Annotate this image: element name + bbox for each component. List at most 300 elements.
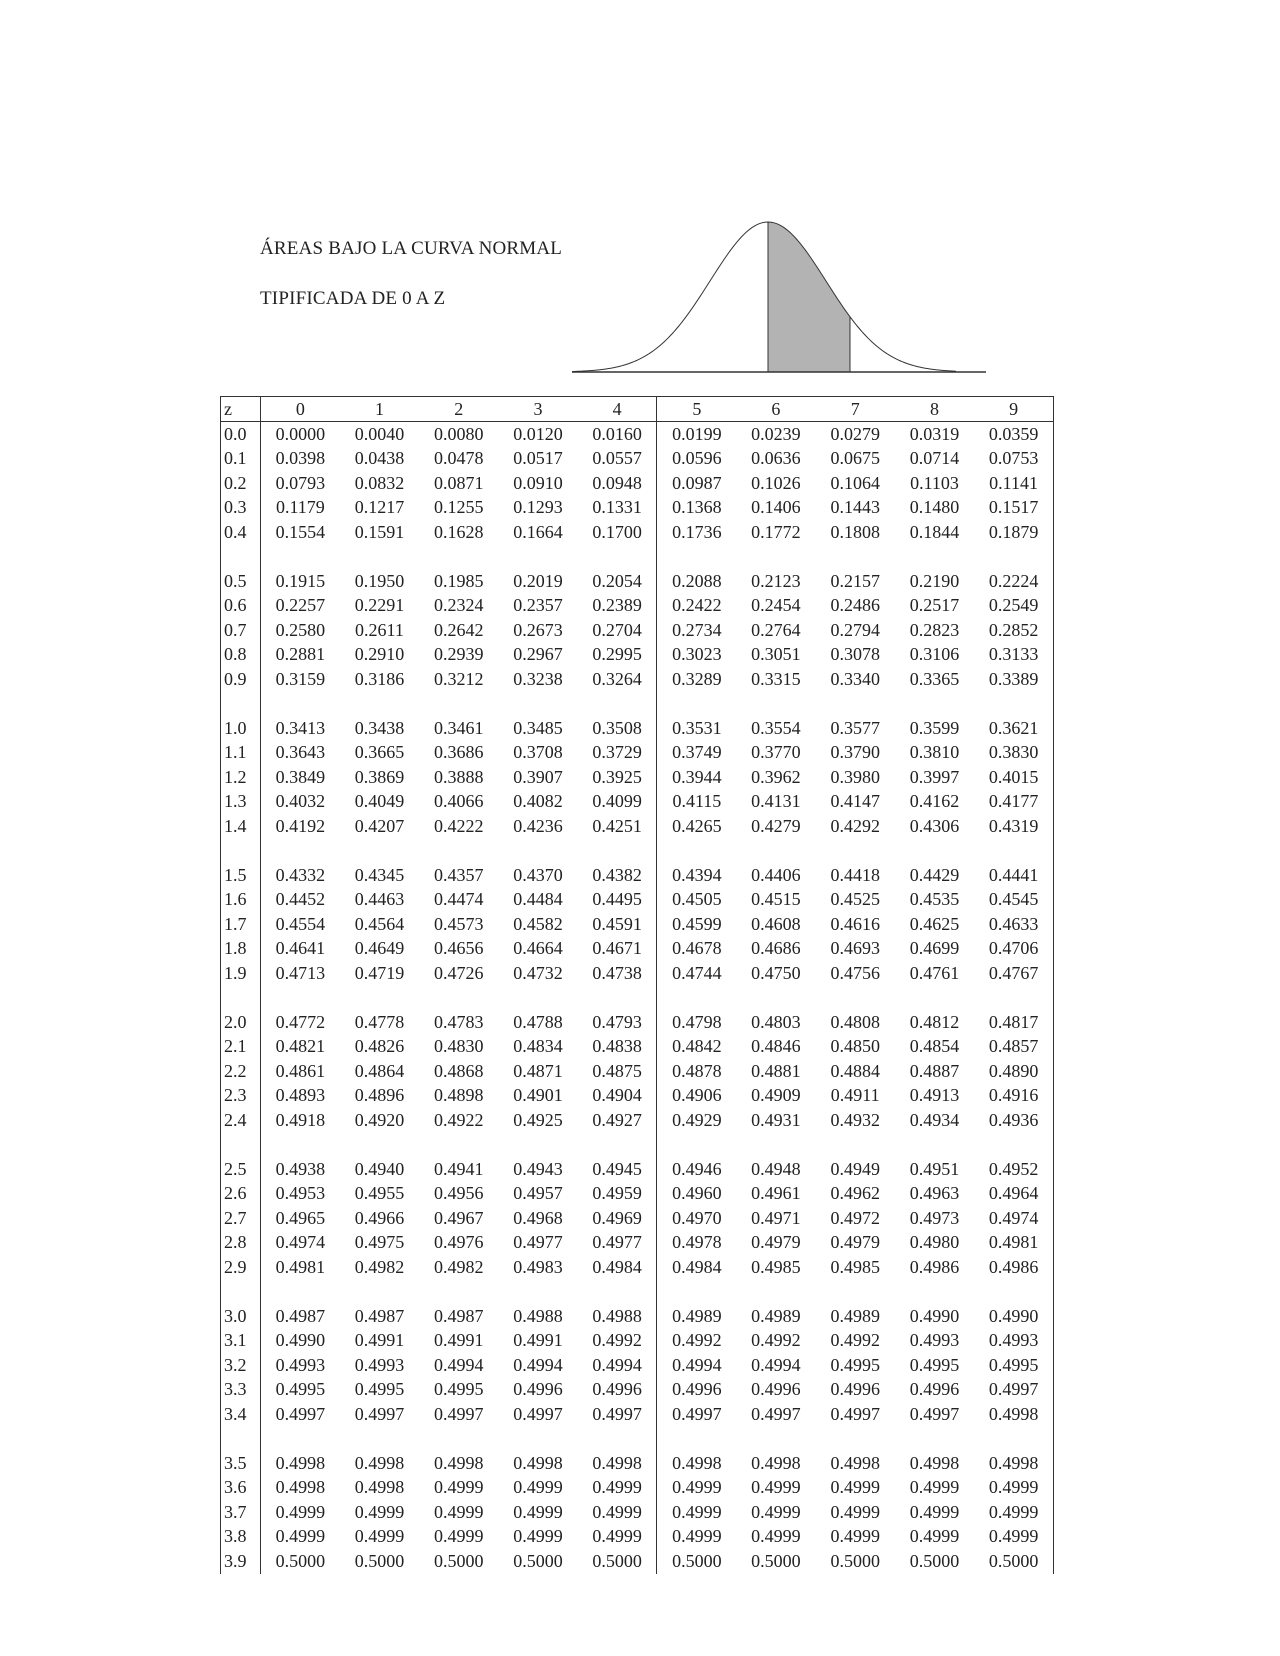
area-value: 0.4997: [657, 1402, 736, 1427]
area-value: 0.1591: [354, 521, 405, 542]
area-value: 0.1985: [433, 570, 484, 591]
z-value: 3.0: [221, 1304, 261, 1329]
z-value: 2.0: [221, 1010, 261, 1035]
area-value: 0.4990: [974, 1304, 1053, 1329]
z-value: 3.1: [221, 1329, 261, 1354]
area-value: 0.4925: [513, 1109, 563, 1130]
table-row: [221, 912, 1054, 937]
area-value: 0.4927: [592, 1109, 642, 1130]
area-value: 0.5000: [909, 1550, 960, 1571]
spacer-cell: [657, 1280, 736, 1305]
area-value: 0.4761: [909, 962, 960, 983]
spacer-cell: [340, 1133, 419, 1158]
spacer-cell: [974, 545, 1053, 570]
z-table: [220, 396, 1054, 1574]
area-value: 0.4803: [751, 1011, 801, 1032]
area-value: 0.4999: [909, 1501, 960, 1522]
area-value: 0.3770: [751, 742, 801, 763]
area-value: 0.4997: [909, 1403, 960, 1424]
spacer-cell: [895, 545, 974, 570]
area-value: 0.4995: [354, 1379, 405, 1400]
area-value: 0.4418: [830, 864, 880, 885]
area-value: 0.4893: [275, 1085, 326, 1106]
area-value: 0.4998: [974, 1402, 1053, 1427]
area-value: 0.1064: [830, 472, 880, 493]
area-value: 0.4998: [974, 1451, 1053, 1476]
z-value: 3.5: [221, 1451, 261, 1476]
area-value: 0.3907: [513, 766, 563, 787]
area-value: 0.4981: [275, 1256, 326, 1277]
area-value: 0.4898: [433, 1085, 484, 1106]
area-value: 0.4960: [657, 1182, 736, 1207]
area-value: 0.0160: [592, 423, 642, 444]
area-value: 0.4999: [751, 1477, 801, 1498]
area-value: 0.3159: [275, 668, 326, 689]
spacer-cell: [657, 986, 736, 1011]
area-value: 0.0478: [433, 448, 484, 469]
area-value: 0.4817: [974, 1010, 1053, 1035]
spacer-cell: [498, 692, 577, 717]
area-value: 0.2704: [592, 619, 642, 640]
area-value: 0.4999: [433, 1501, 484, 1522]
area-value: 0.4265: [657, 814, 736, 839]
spacer-cell: [657, 1133, 736, 1158]
area-value: 0.4940: [354, 1158, 405, 1179]
area-value: 0.4292: [830, 815, 880, 836]
area-value: 0.0948: [592, 472, 642, 493]
area-value: 0.2823: [909, 619, 960, 640]
area-value: 0.0359: [974, 422, 1053, 447]
area-value: 0.4968: [513, 1207, 563, 1228]
spacer-cell: [736, 1280, 815, 1305]
area-value: 0.4996: [909, 1379, 960, 1400]
area-value: 0.1480: [909, 497, 960, 518]
z-value: 2.2: [221, 1059, 261, 1084]
area-value: 0.4949: [830, 1158, 880, 1179]
area-value: 0.0714: [909, 448, 960, 469]
area-value: 0.4999: [657, 1525, 736, 1550]
area-value: 0.4963: [909, 1183, 960, 1204]
area-value: 0.4999: [513, 1501, 563, 1522]
area-value: 0.4319: [974, 814, 1053, 839]
area-value: 0.4868: [433, 1060, 484, 1081]
area-value: 0.3485: [513, 717, 563, 738]
spacer-cell: [498, 986, 577, 1011]
area-value: 0.4441: [974, 863, 1053, 888]
table-row: [221, 716, 1054, 741]
area-value: 0.0120: [513, 423, 563, 444]
area-value: 0.4345: [354, 864, 405, 885]
area-value: 0.4678: [657, 937, 736, 962]
area-value: 0.4901: [513, 1085, 563, 1106]
area-value: 0.1141: [974, 471, 1053, 496]
area-value: 0.2764: [751, 619, 801, 640]
area-value: 0.4998: [751, 1452, 801, 1473]
area-value: 0.4948: [751, 1158, 801, 1179]
z-value: 2.7: [221, 1206, 261, 1231]
spacer-cell: [221, 545, 261, 570]
group-spacer: [221, 1280, 1054, 1305]
area-value: 0.2881: [275, 644, 326, 665]
area-value: 0.4988: [513, 1305, 563, 1326]
table-row: [221, 1108, 1054, 1133]
area-value: 0.3023: [657, 643, 736, 668]
area-value: 0.4994: [433, 1354, 484, 1375]
spacer-cell: [419, 1280, 498, 1305]
area-value: 0.3980: [830, 766, 880, 787]
area-value: 0.2357: [513, 595, 563, 616]
area-value: 0.4049: [354, 791, 405, 812]
spacer-cell: [578, 1133, 657, 1158]
area-value: 0.4838: [592, 1036, 642, 1057]
area-value: 0.2190: [909, 570, 960, 591]
area-value: 0.4986: [974, 1255, 1053, 1280]
area-value: 0.2422: [657, 594, 736, 619]
area-value: 0.1103: [910, 472, 959, 493]
spacer-cell: [261, 692, 340, 717]
spacer-cell: [816, 986, 895, 1011]
area-value: 0.4147: [830, 791, 880, 812]
area-value: 0.3849: [275, 766, 326, 787]
area-value: 0.4999: [592, 1477, 642, 1498]
area-value: 0.4992: [751, 1330, 801, 1351]
area-value: 0.4896: [354, 1085, 405, 1106]
area-value: 0.4962: [830, 1183, 880, 1204]
z-value: 0.9: [221, 667, 261, 692]
area-value: 0.3643: [275, 742, 326, 763]
table-row: [221, 1402, 1054, 1427]
area-value: 0.3869: [354, 766, 405, 787]
group-spacer: [221, 839, 1054, 864]
area-value: 0.4956: [433, 1183, 484, 1204]
area-value: 0.4999: [657, 1500, 736, 1525]
table-row: [221, 1206, 1054, 1231]
area-value: 0.2673: [513, 619, 563, 640]
area-value: 0.4699: [909, 938, 960, 959]
area-value: 0.4995: [830, 1354, 880, 1375]
area-value: 0.4936: [974, 1108, 1053, 1133]
area-value: 0.3944: [657, 765, 736, 790]
area-value: 0.4931: [751, 1109, 801, 1130]
spacer-cell: [816, 1427, 895, 1452]
z-value: 2.3: [221, 1084, 261, 1109]
spacer-cell: [578, 839, 657, 864]
area-value: 0.4706: [974, 937, 1053, 962]
spacer-cell: [895, 692, 974, 717]
spacer-cell: [221, 1133, 261, 1158]
table-row: [221, 863, 1054, 888]
area-value: 0.4821: [275, 1036, 326, 1057]
area-value: 0.0000: [275, 423, 326, 444]
area-value: 0.4842: [657, 1035, 736, 1060]
area-value: 0.4625: [909, 913, 960, 934]
area-value: 0.1331: [592, 497, 642, 518]
z-value: 1.9: [221, 961, 261, 986]
area-value: 0.3621: [974, 716, 1053, 741]
spacer-cell: [816, 839, 895, 864]
area-value: 0.4972: [830, 1207, 880, 1228]
area-value: 0.4999: [751, 1501, 801, 1522]
area-value: 0.5000: [830, 1550, 880, 1571]
area-value: 0.4131: [751, 791, 801, 812]
area-value: 0.4991: [513, 1330, 563, 1351]
area-value: 0.3790: [830, 742, 880, 763]
z-value: 0.3: [221, 496, 261, 521]
area-value: 0.4881: [751, 1060, 801, 1081]
area-value: 0.4982: [354, 1256, 405, 1277]
area-value: 0.4999: [275, 1501, 326, 1522]
area-value: 0.4996: [592, 1379, 642, 1400]
area-value: 0.4922: [433, 1109, 484, 1130]
table-row: [221, 1549, 1054, 1574]
area-value: 0.4394: [657, 863, 736, 888]
area-value: 0.4798: [657, 1010, 736, 1035]
area-value: 0.3133: [974, 643, 1053, 668]
spacer-cell: [736, 1133, 815, 1158]
area-value: 0.0832: [354, 472, 405, 493]
table-row: [221, 814, 1054, 839]
area-value: 0.2291: [354, 595, 405, 616]
area-value: 0.4382: [592, 864, 642, 885]
z-value: 3.7: [221, 1500, 261, 1525]
area-value: 0.4985: [751, 1256, 801, 1277]
z-value: 0.7: [221, 618, 261, 643]
table-row: [221, 520, 1054, 545]
spacer-cell: [221, 692, 261, 717]
spacer-cell: [895, 1280, 974, 1305]
area-value: 0.4767: [974, 961, 1053, 986]
area-value: 0.4999: [751, 1526, 801, 1547]
area-value: 0.3238: [513, 668, 563, 689]
spacer-cell: [578, 1280, 657, 1305]
z-value: 1.1: [221, 741, 261, 766]
normal-curve-figure: [572, 218, 986, 378]
area-value: 0.3461: [433, 717, 484, 738]
area-value: 0.4966: [354, 1207, 405, 1228]
area-value: 0.4495: [592, 889, 642, 910]
area-value: 0.4989: [830, 1305, 880, 1326]
area-value: 0.4082: [513, 791, 563, 812]
area-value: 0.3577: [830, 717, 880, 738]
area-value: 0.5000: [354, 1550, 405, 1571]
area-value: 0.4999: [657, 1476, 736, 1501]
area-value: 0.4505: [657, 888, 736, 913]
z-value: 3.2: [221, 1353, 261, 1378]
column-header: 4: [578, 397, 657, 422]
area-value: 0.4906: [657, 1084, 736, 1109]
area-value: 0.4998: [354, 1477, 405, 1498]
area-value: 0.3962: [751, 766, 801, 787]
area-value: 0.4992: [657, 1329, 736, 1354]
spacer-cell: [498, 1427, 577, 1452]
z-value: 1.5: [221, 863, 261, 888]
table-row: [221, 765, 1054, 790]
area-value: 0.5000: [657, 1549, 736, 1574]
area-value: 0.0199: [657, 422, 736, 447]
table-row: [221, 961, 1054, 986]
area-value: 0.2088: [657, 569, 736, 594]
table-row: [221, 1255, 1054, 1280]
area-value: 0.3264: [592, 668, 642, 689]
area-value: 0.4984: [657, 1255, 736, 1280]
spacer-cell: [498, 839, 577, 864]
area-value: 0.4920: [354, 1109, 405, 1130]
area-value: 0.4793: [592, 1011, 642, 1032]
area-value: 0.4998: [354, 1452, 405, 1473]
area-value: 0.0557: [592, 448, 642, 469]
area-value: 0.4999: [433, 1526, 484, 1547]
table-row: [221, 643, 1054, 668]
area-value: 0.4961: [751, 1183, 801, 1204]
area-value: 0.5000: [513, 1550, 563, 1571]
area-value: 0.4994: [592, 1354, 642, 1375]
area-value: 0.4808: [830, 1011, 880, 1032]
area-value: 0.2019: [513, 570, 563, 591]
table-row: [221, 1182, 1054, 1207]
area-value: 0.4993: [974, 1329, 1053, 1354]
area-value: 0.4989: [751, 1305, 801, 1326]
area-value: 0.4854: [909, 1036, 960, 1057]
spacer-cell: [419, 986, 498, 1011]
spacer-cell: [261, 839, 340, 864]
area-value: 0.4993: [909, 1330, 960, 1351]
area-value: 0.4989: [657, 1304, 736, 1329]
area-value: 0.3365: [909, 668, 960, 689]
area-value: 0.2123: [751, 570, 801, 591]
z-value: 2.4: [221, 1108, 261, 1133]
area-value: 0.4693: [830, 938, 880, 959]
table-row: [221, 1329, 1054, 1354]
spacer-cell: [895, 839, 974, 864]
area-value: 0.4918: [275, 1109, 326, 1130]
spacer-cell: [974, 1133, 1053, 1158]
area-value: 0.4573: [433, 913, 484, 934]
area-value: 0.0398: [275, 448, 326, 469]
area-value: 0.4999: [830, 1526, 880, 1547]
z-value: 0.6: [221, 594, 261, 619]
area-value: 0.4999: [513, 1526, 563, 1547]
area-value: 0.4099: [592, 791, 642, 812]
area-value: 0.0596: [657, 447, 736, 472]
area-value: 0.4934: [909, 1109, 960, 1130]
z-value: 1.4: [221, 814, 261, 839]
area-value: 0.0319: [909, 423, 960, 444]
area-value: 0.4953: [275, 1183, 326, 1204]
area-value: 0.0279: [830, 423, 880, 444]
area-value: 0.4951: [909, 1158, 960, 1179]
area-value: 0.4975: [354, 1232, 405, 1253]
area-value: 0.2517: [909, 595, 960, 616]
area-value: 0.4066: [433, 791, 484, 812]
area-value: 0.3186: [354, 668, 405, 689]
area-value: 0.4875: [592, 1060, 642, 1081]
area-value: 0.3531: [657, 716, 736, 741]
area-value: 0.1772: [751, 521, 801, 542]
table-row: [221, 618, 1054, 643]
area-value: 0.4582: [513, 913, 563, 934]
area-value: 0.4998: [513, 1452, 563, 1473]
table-row: [221, 1378, 1054, 1403]
area-value: 0.4990: [275, 1330, 326, 1351]
area-value: 0.4999: [830, 1477, 880, 1498]
area-value: 0.4591: [592, 913, 642, 934]
area-value: 0.3289: [657, 667, 736, 692]
area-value: 0.3810: [909, 742, 960, 763]
spacer-cell: [895, 986, 974, 1011]
area-value: 0.4976: [433, 1232, 484, 1253]
area-value: 0.4943: [513, 1158, 563, 1179]
area-value: 0.4641: [275, 938, 326, 959]
area-value: 0.4545: [974, 888, 1053, 913]
area-value: 0.4484: [513, 889, 563, 910]
area-value: 0.3389: [974, 667, 1053, 692]
area-value: 0.4998: [433, 1452, 484, 1473]
area-value: 0.4996: [751, 1379, 801, 1400]
spacer-cell: [340, 1280, 419, 1305]
spacer-cell: [498, 1280, 577, 1305]
area-value: 0.4370: [513, 864, 563, 885]
spacer-cell: [895, 1427, 974, 1452]
z-value: 3.4: [221, 1402, 261, 1427]
area-value: 0.4738: [592, 962, 642, 983]
area-value: 0.0239: [751, 423, 801, 444]
area-value: 0.4616: [830, 913, 880, 934]
area-value: 0.4756: [830, 962, 880, 983]
area-value: 0.1950: [354, 570, 405, 591]
area-value: 0.3708: [513, 742, 563, 763]
area-value: 0.1368: [657, 496, 736, 521]
area-value: 0.4994: [657, 1353, 736, 1378]
area-value: 0.4861: [275, 1060, 326, 1081]
area-value: 0.0438: [354, 448, 405, 469]
area-value: 0.4998: [830, 1452, 880, 1473]
area-value: 0.4406: [751, 864, 801, 885]
area-value: 0.4830: [433, 1036, 484, 1057]
area-value: 0.5000: [433, 1550, 484, 1571]
area-value: 0.4938: [275, 1158, 326, 1179]
area-value: 0.4429: [909, 864, 960, 885]
z-value: 1.2: [221, 765, 261, 790]
area-value: 0.2157: [830, 570, 880, 591]
z-value: 2.1: [221, 1035, 261, 1060]
z-value: 0.5: [221, 569, 261, 594]
spacer-cell: [419, 839, 498, 864]
area-value: 0.4987: [354, 1305, 405, 1326]
table-row: [221, 1525, 1054, 1550]
area-value: 0.3078: [830, 644, 880, 665]
area-value: 0.3729: [592, 742, 642, 763]
area-value: 0.2910: [354, 644, 405, 665]
area-value: 0.4977: [513, 1232, 563, 1253]
area-value: 0.4993: [275, 1354, 326, 1375]
table-row: [221, 1157, 1054, 1182]
z-header: z: [221, 397, 261, 422]
z-value: 3.9: [221, 1549, 261, 1574]
area-value: 0.4990: [909, 1305, 960, 1326]
table-body: [221, 422, 1054, 1574]
header-row: [221, 397, 1054, 422]
area-value: 0.4192: [275, 815, 326, 836]
table-row: [221, 471, 1054, 496]
spacer-cell: [816, 1280, 895, 1305]
area-value: 0.4994: [751, 1354, 801, 1375]
area-value: 0.4997: [592, 1403, 642, 1424]
spacer-cell: [419, 1427, 498, 1452]
area-value: 0.4162: [909, 791, 960, 812]
area-value: 0.4671: [592, 938, 642, 959]
table-row: [221, 1231, 1054, 1256]
area-value: 0.4564: [354, 913, 405, 934]
